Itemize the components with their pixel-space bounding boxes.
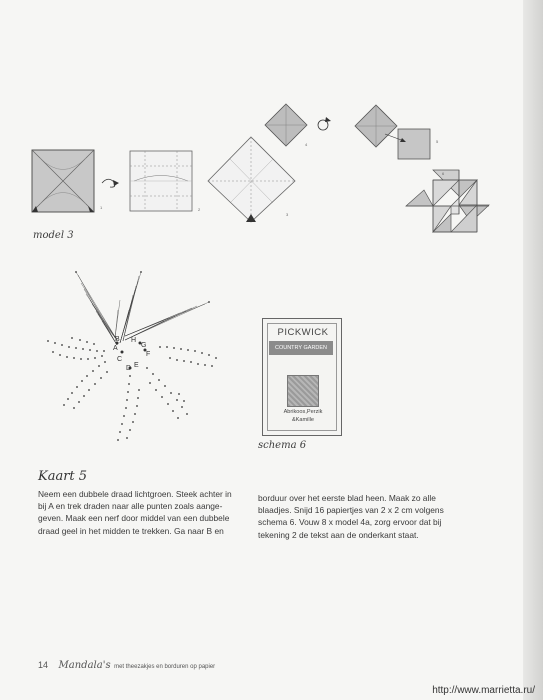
card-flavor-text <box>267 408 339 424</box>
pattern-label-b: B <box>115 336 120 343</box>
instruction-line: borduur over het eerste blad heen. Maak zo alle <box>258 493 436 503</box>
instruction-line: draad geel in het midden te trekken. Ga naar B en <box>38 525 224 536</box>
card-flavor-line-1: Abrikoos,Perzik <box>283 409 323 415</box>
pattern-label-a: A <box>113 345 118 352</box>
card-flavor-line-2: &Kamille <box>291 417 315 423</box>
instruction-line: Neem een dubbele draad lichtgroen. Steek achter in <box>38 489 232 499</box>
watermark-url: http://www.marrietta.ru/ <box>432 685 535 696</box>
teabag-label-card <box>262 318 342 436</box>
stitch-lines <box>76 272 209 345</box>
instructions-left-column <box>38 488 232 537</box>
instruction-line: tekening 2 de tekst aan de onderkant staat. <box>258 529 419 540</box>
instruction-line: bij A en trek draden naar alle punten zoals aange- <box>38 501 223 512</box>
step-number-1: 1 <box>100 205 103 210</box>
page-footer <box>38 660 215 671</box>
book-subtitle: met theezakjes en borduren op papier <box>114 664 216 670</box>
instructions-right-column <box>258 492 444 541</box>
page-number: 14 <box>38 660 49 670</box>
card-pattern-swatch <box>287 375 319 407</box>
caption-schema: schema 6 <box>258 440 307 451</box>
pattern-dots <box>47 271 217 441</box>
pattern-label-c: C <box>117 356 123 363</box>
pattern-label-g: G <box>141 342 147 349</box>
pattern-label-f: F <box>146 351 151 358</box>
instruction-line: geven. Maak een nerf door middel van een dubbele <box>38 513 230 524</box>
section-heading: Kaart 5 <box>38 469 88 484</box>
card-banner: COUNTRY GARDEN <box>269 341 333 355</box>
instruction-line: blaadjes. Snijd 16 papiertjes van 2 x 2 cm volgens <box>258 505 444 516</box>
step-number-2: 2 <box>198 207 201 212</box>
step-number-4: 4 <box>305 142 308 147</box>
pattern-label-d: D <box>126 365 132 372</box>
step-number-5: 5 <box>436 139 439 144</box>
book-brand: Mandala's <box>58 660 111 671</box>
step-number-3: 3 <box>286 212 289 217</box>
pattern-label-e: E <box>134 362 139 369</box>
step-number-6: 6 <box>442 171 445 176</box>
caption-model: model 3 <box>33 230 74 241</box>
instruction-line: schema 6. Vouw 8 x model 4a, zorg ervoor dat bij <box>258 517 442 528</box>
card-brand-title: PICKWICK <box>277 327 329 338</box>
pattern-label-h: H <box>131 337 137 344</box>
